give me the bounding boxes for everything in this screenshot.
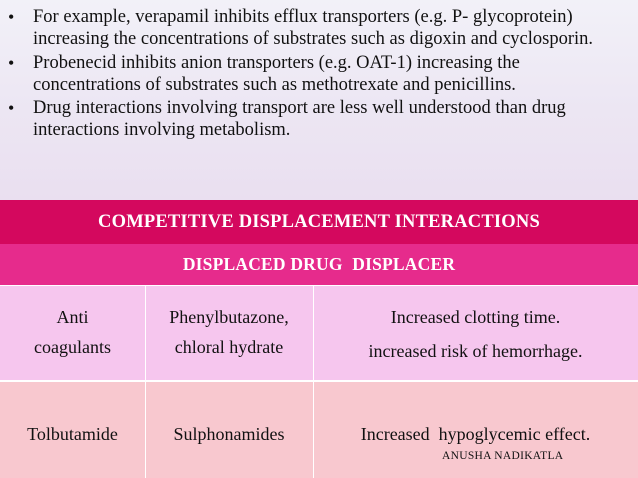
displaced-drug-cell [0, 302, 145, 362]
displacer-cell [145, 422, 313, 446]
bullet-list [6, 6, 626, 143]
interaction-table [0, 200, 638, 478]
bullet-item [6, 6, 626, 51]
subheader-displacer: DISPLACER [352, 254, 456, 274]
bullet-text: concentrations of substrates such as methotrexate and penicillins. [33, 74, 516, 95]
cell-text: Increased clotting time. [390, 307, 561, 327]
bullet-text: drug interactions involving metabolism. [33, 98, 566, 141]
effect-cell [313, 422, 638, 446]
bullet-item [6, 52, 626, 97]
table-subheader [0, 244, 638, 285]
bullet-text: digoxin and cyclosporin. [409, 29, 594, 50]
cell-text: Anti [56, 307, 89, 327]
table-title: COMPETITIVE DISPLACEMENT INTERACTIONS [0, 200, 638, 244]
cell-text: chloral hydrate [174, 337, 284, 357]
bullet-text: Drug interactions involving transport are less well understood than [33, 98, 528, 119]
bullet-dot-icon: • [8, 52, 15, 73]
cell-text: Increased hypoglycemic effect. [360, 424, 591, 444]
bullet-text: For example, verapamil inhibits efflux transporters (e.g. P- [33, 7, 469, 27]
effect-cell [313, 300, 638, 368]
bullet-dot-icon: • [8, 98, 15, 119]
cell-text: increased risk of hemorrhage. [368, 341, 583, 361]
cell-text: coagulants [34, 337, 111, 357]
cell-text: Tolbutamide [27, 424, 118, 444]
cell-text: Sulphonamides [173, 424, 285, 444]
bullet-text: glycoprotein) increasing the concentrations of substrates such as [33, 7, 573, 50]
cell-text: Phenylbutazone, [169, 307, 289, 327]
author-credit: ANUSHA NADIKATLA [442, 450, 564, 462]
table-row [0, 286, 638, 380]
bullet-dot-icon: • [8, 7, 15, 27]
subheader-displaced-drug: DISPLACED DRUG [182, 254, 343, 274]
bullet-item [6, 97, 626, 142]
table-row [0, 382, 638, 478]
displaced-drug-cell [0, 422, 145, 446]
bullet-text: Probenecid inhibits anion transporters (e.g. OAT-1) increasing the [33, 52, 520, 73]
displacer-cell [145, 302, 313, 362]
